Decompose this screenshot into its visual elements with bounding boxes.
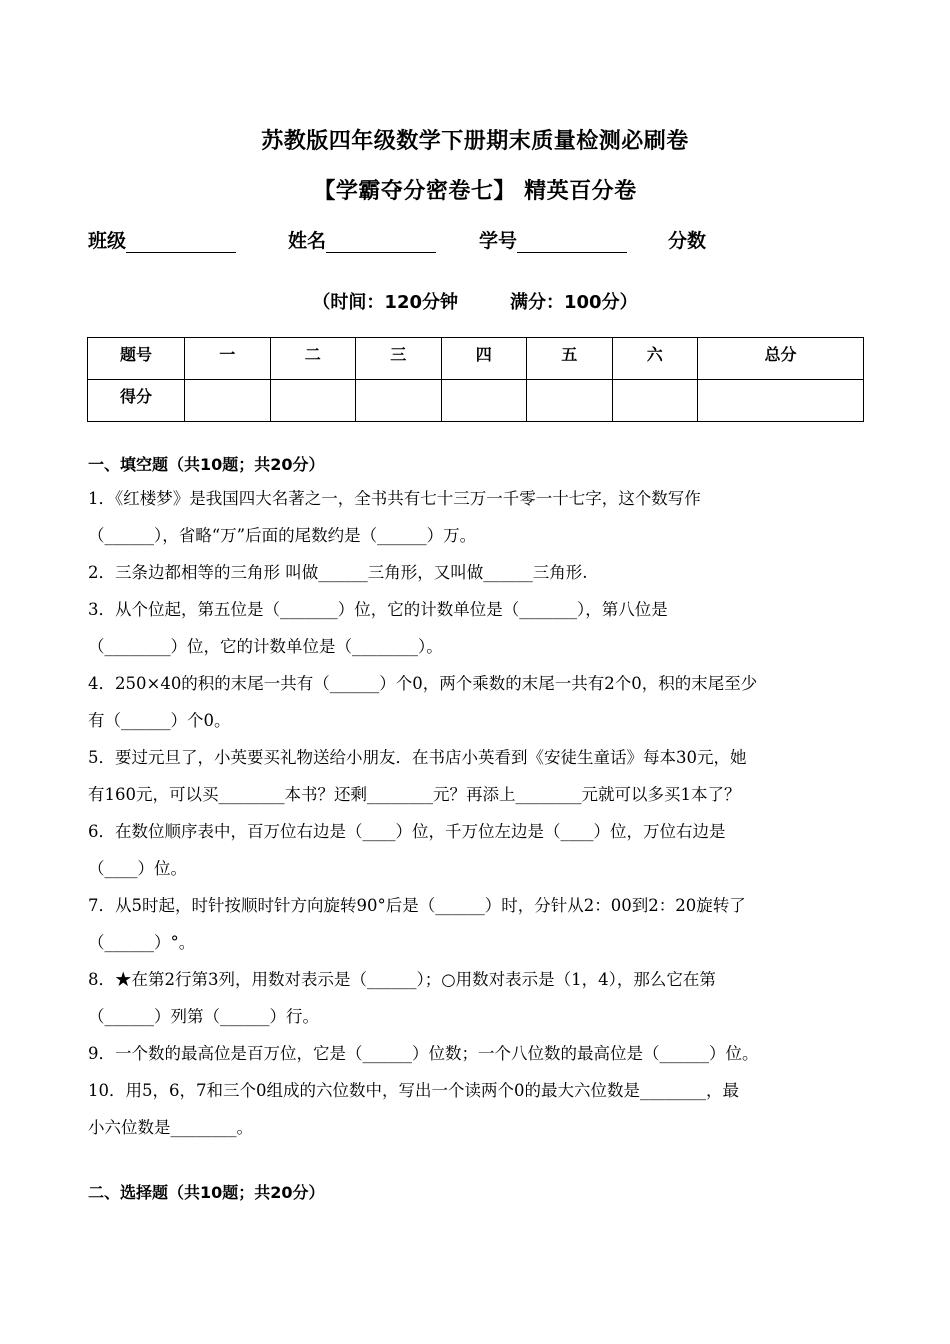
score-header-cell: 五 [527,338,613,380]
score-header-cell: 三 [356,338,442,380]
score-header-cell: 题号 [88,338,185,380]
exam-full-score: 满分：100分） [510,292,638,313]
question-line: 6．在数位顺序表中，百万位右边是（____）位，千万位左边是（____）位，万位右边是 [88,822,726,841]
id-blank [517,232,627,253]
student-info-row [88,226,888,256]
score-table-score-row [88,380,864,422]
question-line: （______）列第（______）行。 [88,1007,319,1026]
id-label: 学号 [479,230,518,252]
question-line: 有（______）个0。 [88,711,231,730]
section1-heading: 一、填空题（共10题；共20分） [88,455,325,474]
question-line: 3．从个位起，第五位是（_______）位，它的计数单位是（_______），第八位是 [88,600,668,619]
score-row-label: 得分 [88,380,185,422]
score-table [87,337,864,422]
score-input-cell[interactable] [356,380,442,422]
score-input-cell[interactable] [441,380,527,422]
class-blank [126,232,236,253]
score-header-cell: 二 [270,338,356,380]
question-line: 10．用5，6，7和三个0组成的六位数中，写出一个读两个0的最大六位数是________，最 [88,1081,739,1100]
question-line: 4．250×40的积的末尾一共有（______）个0，两个乘数的末尾一共有2个0，积的末尾至少 [88,674,758,693]
exam-time: （时间：120分钟 [312,292,458,313]
name-label: 姓名 [288,230,327,252]
name-blank [326,232,436,253]
section2-heading: 二、选择题（共10题；共20分） [88,1183,325,1202]
question-line: （____）位。 [88,859,187,878]
question-line: 有160元，可以买________本书？还剩________元？再添上________元就可以多买1本了？ [88,785,741,804]
question-line: 8．★在第2行第3列，用数对表示是（______）；○用数对表示是（1，4），那么它在第 [88,970,716,989]
exam-subtitle: 【学霸夺分密卷七】 精英百分卷 [313,179,637,204]
score-header-cell: 六 [612,338,698,380]
id-field [479,226,627,253]
score-input-cell[interactable] [270,380,356,422]
score-label: 分数 [668,230,707,252]
question-line: （________）位，它的计数单位是（________）。 [88,637,443,656]
question-line: （______）°。 [88,933,196,952]
score-input-cell[interactable] [698,380,864,422]
score-field [668,226,706,253]
score-header-cell: 总分 [698,338,864,380]
score-table-header-row [88,338,864,380]
name-field [288,226,436,253]
question-line: 9．一个数的最高位是百万位，它是（______）位数；一个八位数的最高位是（______）位。 [88,1044,759,1063]
score-input-cell[interactable] [612,380,698,422]
question-line: （______），省略“万”后面的尾数约是（______）万。 [88,526,477,545]
class-field [88,226,236,253]
question-line: 7．从5时起，时针按顺时针方向旋转90°后是（______）时，分针从2：00到2：20旋转了 [88,896,746,915]
exam-title: 苏教版四年级数学下册期末质量检测必刷卷 [261,129,689,154]
score-input-cell[interactable] [527,380,613,422]
question-line: 2．三条边都相等的三角形 叫做______三角形，又叫做______三角形. [88,563,588,582]
class-label: 班级 [88,230,127,252]
exam-meta [0,288,950,314]
question-line: 小六位数是________。 [88,1118,253,1137]
score-input-cell[interactable] [185,380,271,422]
score-header-cell: 一 [185,338,271,380]
question-line: 1．《红楼梦》是我国四大名著之一，全书共有七十三万一千零一十七字，这个数写作 [88,489,701,508]
question-list [88,480,878,1146]
score-header-cell: 四 [441,338,527,380]
question-line: 5．要过元旦了，小英要买礼物送给小朋友．在书店小英看到《安徒生童话》每本30元，她 [88,748,747,767]
